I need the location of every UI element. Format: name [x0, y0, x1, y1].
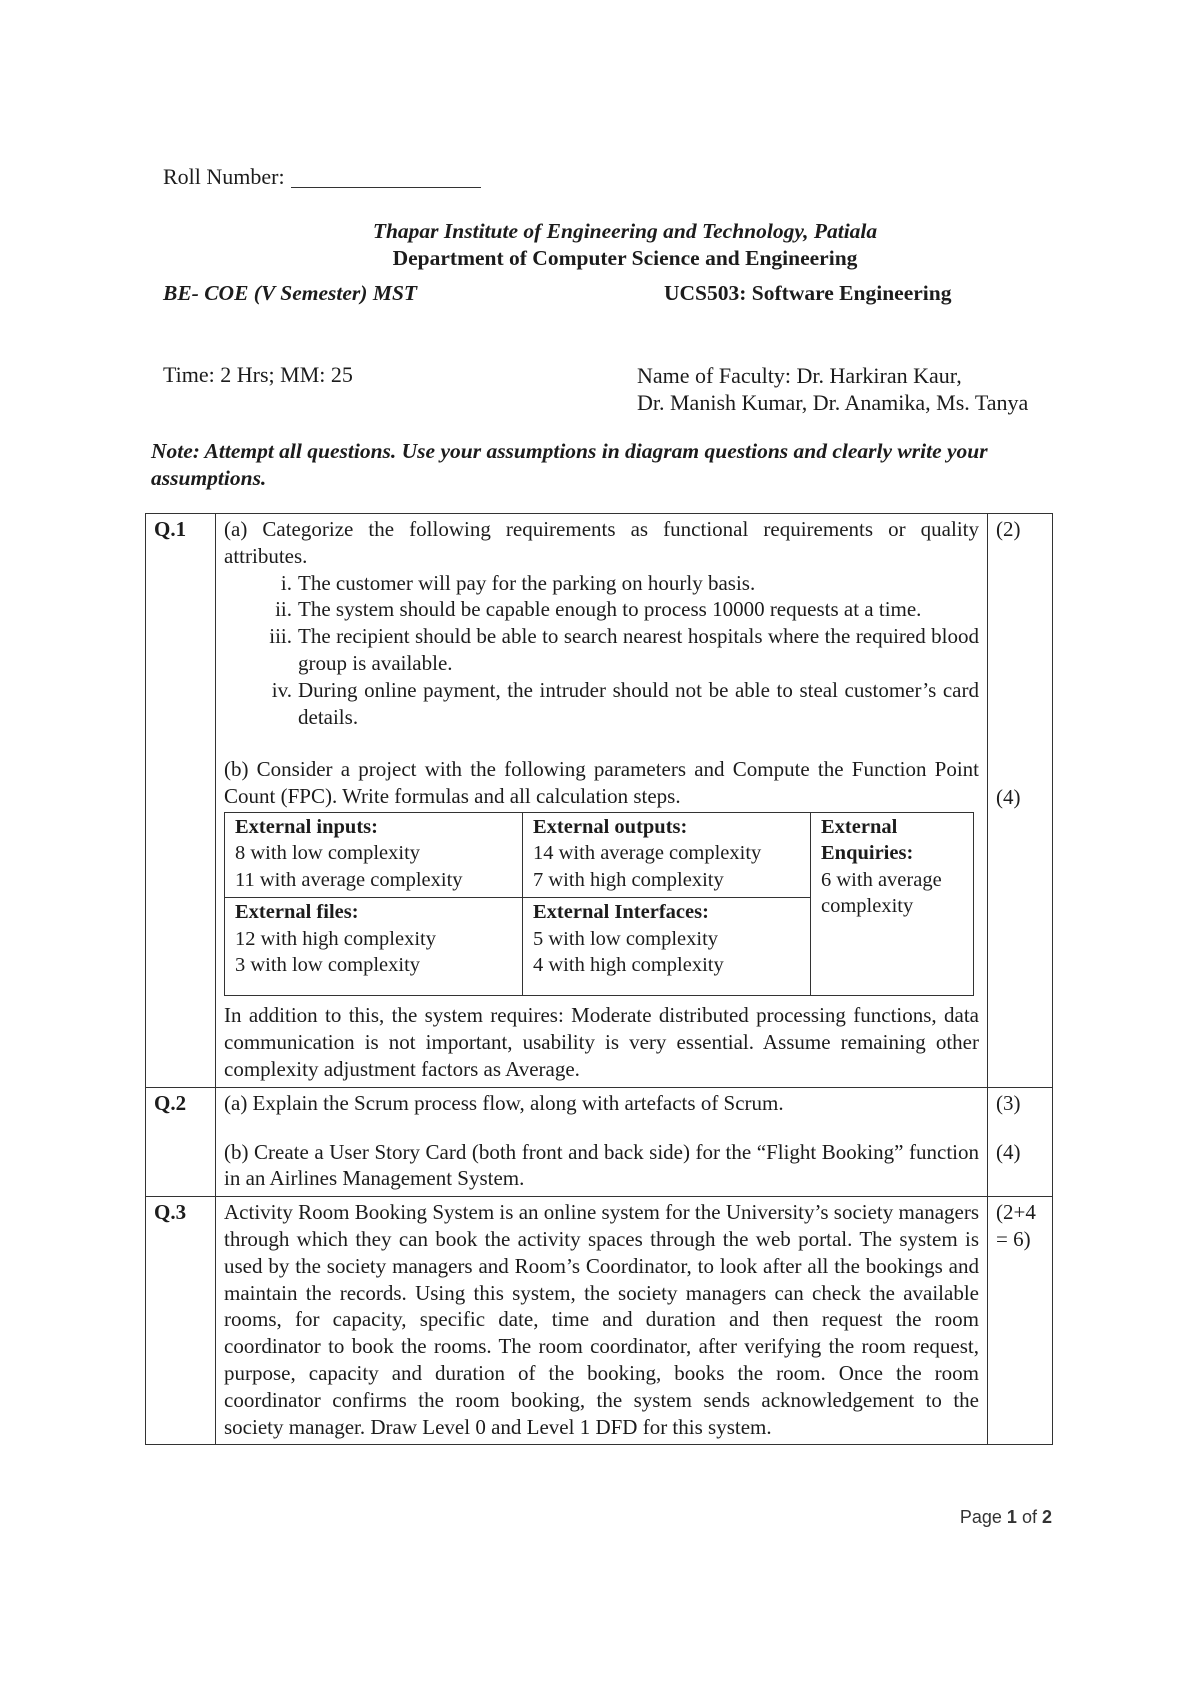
- marks-cell: [988, 1087, 1053, 1196]
- q2a-marks: (3): [996, 1090, 1021, 1115]
- page-total: 2: [1041, 1507, 1052, 1527]
- q1a-marks: (2): [996, 517, 1021, 541]
- subject-code: UCS503: Software Engineering: [664, 281, 952, 305]
- roll-number: [163, 164, 481, 190]
- exam-time: Time: 2 Hrs; MM: 25: [163, 362, 353, 387]
- exam-note: Note: Attempt all questions. Use your assumptions in diagram questions and clearly write your assumptions.: [151, 439, 988, 490]
- spacer: [224, 1117, 979, 1139]
- external-outputs-cell: External outputs: 14 with average complexity 7 with high complexity: [523, 812, 811, 898]
- page-number: 1: [1006, 1507, 1017, 1527]
- q1a-text: (a) Categorize the following requirements as functional requirements or quality attributes.: [224, 517, 979, 568]
- function-point-table: [224, 812, 974, 997]
- of-word: of: [1021, 1507, 1037, 1527]
- page-word: Page: [959, 1507, 1002, 1527]
- q3-marks-line-2: = 6): [996, 1227, 1031, 1252]
- question-row-2: [146, 1087, 1053, 1196]
- question-row-3: [146, 1197, 1053, 1445]
- question-number: Q.2: [146, 1087, 216, 1196]
- list-item: iv. During online payment, the intruder should not be able to steal customer’s card details.: [271, 677, 979, 729]
- department-name: Department of Computer Science and Engineering: [392, 246, 858, 270]
- spacer: [224, 730, 979, 756]
- q2b-text: (b) Create a User Story Card (both front and back side) for the “Flight Booking” function in an Airlines Management System.: [224, 1139, 979, 1191]
- question-number: Q.3: [146, 1197, 216, 1445]
- course-name: BE- COE (V Semester) MST: [163, 281, 418, 305]
- marks-cell: [988, 514, 1053, 1088]
- list-item: i. The customer will pay for the parking on hourly basis.: [280, 570, 756, 595]
- roll-number-label: Roll Number:: [163, 164, 285, 189]
- q3-text: Activity Room Booking System is an online system for the University’s society managers through which they can book the activity spaces through the web portal. The system is used by the society managers and Room’s Coordinator, to look after all the bookings and maintain the records. Using this system, the society managers can check the available rooms, for capacity, specific date, time and duration and then request the room coordinator to book the rooms. The room coordinator, after verifying the room request, purpose, capacity and duration of the booking, books the room. Once the room coordinator confirms the room booking, the system sends acknowledgement to the society manager. Draw Level 0 and Level 1 DFD for this system.: [224, 1200, 979, 1439]
- roll-number-blank: [291, 167, 481, 188]
- q2a-text: (a) Explain the Scrum process flow, along with artefacts of Scrum.: [224, 1090, 784, 1115]
- external-enquiries-cell: External Enquiries: 6 with average complexity: [811, 812, 974, 996]
- marks-cell: [988, 1197, 1053, 1445]
- page-footer: [960, 1507, 1052, 1528]
- question-body: [216, 1087, 988, 1196]
- external-inputs-cell: External inputs: 8 with low complexity 11 with average complexity: [225, 812, 523, 898]
- q1b-marks: (4): [996, 784, 1021, 809]
- q1b-additional-text: In addition to this, the system requires: Moderate distributed processing functions, data communication is not important, usability is very essential. Assume remaining other complexity adjustment factors as Average.: [224, 1003, 979, 1082]
- question-body: [216, 514, 988, 1088]
- list-item: iii. The recipient should be able to search nearest hospitals where the required blood group is available.: [269, 624, 979, 675]
- question-table: [145, 513, 1053, 1445]
- q3-marks-line-1: (2+4: [996, 1200, 1036, 1225]
- question-row-1: [146, 514, 1053, 1088]
- external-files-cell: External files: 12 with high complexity 3 with low complexity: [225, 898, 523, 996]
- faculty-line-1: Name of Faculty: Dr. Harkiran Kaur,: [637, 363, 962, 388]
- question-body: [216, 1197, 988, 1445]
- list-item: ii. The system should be capable enough to process 10000 requests at a time.: [275, 597, 922, 622]
- q1b-text: (b) Consider a project with the following parameters and Compute the Function Point Count (FPC). Write formulas and all calculation steps.: [224, 757, 979, 809]
- requirements-list: [224, 570, 979, 731]
- question-number: Q.1: [146, 514, 216, 1088]
- institute-name: Thapar Institute of Engineering and Technology, Patiala: [372, 219, 878, 243]
- external-interfaces-cell: External Interfaces: 5 with low complexity 4 with high complexity: [523, 898, 811, 996]
- q2b-marks: (4): [996, 1139, 1021, 1164]
- faculty-names: [637, 362, 1028, 416]
- faculty-line-2: Dr. Manish Kumar, Dr. Anamika, Ms. Tanya: [637, 390, 1029, 415]
